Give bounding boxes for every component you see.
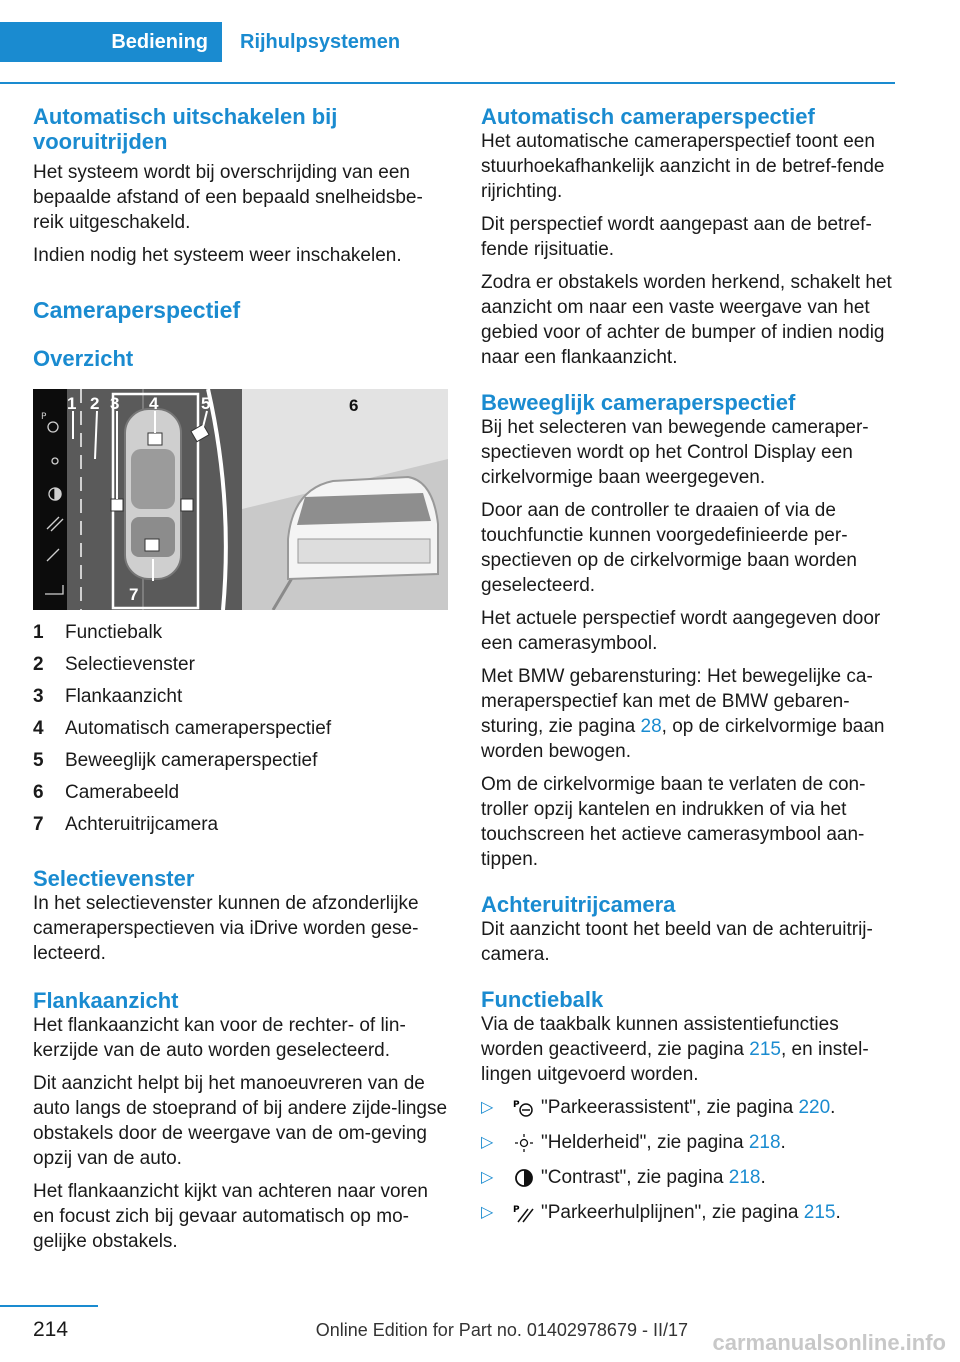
- list-item: ▷ P "Parkeerassistent", zie pagina 220 .: [481, 1097, 836, 1118]
- legend-item: 7 Achteruitrijcamera: [33, 814, 219, 835]
- page-link[interactable]: 215: [803, 1202, 836, 1223]
- bullet-arrow-icon: ▷: [481, 1169, 494, 1186]
- paragraph: Het systeem wordt bij overschrijding van een bepaalde afstand of een bepaald snelheidsbe-reik uitgeschakeld.: [33, 162, 423, 233]
- footer-divider: [0, 1305, 98, 1307]
- list-item: ▷ "Helderheid", zie pagina 218 .: [481, 1132, 786, 1153]
- paragraph: Indien nodig het systeem weer inschakelen.: [33, 245, 402, 266]
- heading-automatisch: Automatisch cameraperspectief: [481, 104, 815, 129]
- left-column: [33, 104, 448, 1262]
- brightness-icon: [507, 1133, 541, 1153]
- paragraph: Via de taakbalk kunnen assistentiefuncties worden geactiveerd, zie pagina 215, en instel-lingen uitgevoerd worden.: [481, 1014, 869, 1085]
- paragraph: Het automatische cameraperspectief toont een stuurhoekafhankelijk aanzicht in de betref-fende rijrichting.: [481, 131, 885, 202]
- figure-label: 1: [67, 394, 77, 413]
- page-link[interactable]: 28: [640, 716, 662, 737]
- svg-text:P: P: [513, 1204, 520, 1215]
- list-item: ▷ "Contrast", zie pagina 218 .: [481, 1167, 766, 1188]
- figure-label: 4: [149, 394, 159, 413]
- figure-label: 3: [110, 394, 120, 413]
- paragraph: Om de cirkelvormige baan te verlaten de con-troller opzij kantelen en indrukken of via het touchscreen het actieve camerasymbool aan-tippen.: [481, 774, 866, 870]
- paragraph: Bij het selecteren van bewegende cameraper-spectieven wordt op het Control Display een cirkelvormige baan weergegeven.: [481, 417, 869, 488]
- section-title-auto-off: Automatisch uitschakelen bij vooruitrijden: [33, 104, 338, 154]
- legend-item: 1 Functiebalk: [33, 622, 163, 643]
- figure-label: 6: [349, 396, 359, 415]
- parking-lines-icon: [507, 1203, 541, 1223]
- paragraph: Door aan de controller te draaien of via de touchfunctie kunnen voorgedefinieerde per-spectieven op de cirkelvormige baan worden geselecteerd.: [481, 500, 857, 596]
- svg-text:P: P: [513, 1099, 520, 1110]
- page-number: 214: [33, 1318, 69, 1341]
- parking-assistant-icon: [507, 1098, 541, 1118]
- paragraph: Dit perspectief wordt aangepast aan de betref-fende rijsituatie.: [481, 214, 872, 260]
- page-link[interactable]: 215: [749, 1039, 781, 1060]
- legend-item: 2 Selectievenster: [33, 654, 195, 675]
- figure-label: 7: [129, 585, 139, 604]
- heading-beweeglijk: Beweeglijk cameraperspectief: [481, 390, 796, 415]
- paragraph: Dit aanzicht helpt bij het manoeuvreren van de auto langs de stoeprand of bij andere zijde-lingse obstakels door de weergave van de om-geving opzij van de auto.: [33, 1073, 448, 1169]
- legend-item: 4 Automatisch cameraperspectief: [33, 718, 332, 739]
- paragraph: Het actuele perspectief wordt aangegeven door een camerasymbool.: [481, 608, 881, 654]
- paragraph: In het selectievenster kunnen de afzonderlijke cameraperspectieven via iDrive worden gese-lecteerd.: [33, 893, 419, 964]
- watermark: carmanualsonline.info: [712, 1330, 946, 1355]
- right-column: [481, 104, 896, 1235]
- figure-label: 5: [201, 394, 211, 413]
- svg-text:P: P: [41, 412, 47, 422]
- camera-display-illustration: [33, 389, 448, 610]
- paragraph: Met BMW gebarensturing: Het bewegelijke ca-meraperspectief kan met de BMW gebaren-sturing, zie pagina 28, op de cirkelvormige baan worden bewogen.: [481, 666, 885, 762]
- bullet-arrow-icon: ▷: [481, 1134, 494, 1151]
- heading-cameraperspectief: Cameraperspectief: [33, 297, 241, 323]
- bullet-arrow-icon: ▷: [481, 1204, 494, 1221]
- heading-overzicht: Overzicht: [33, 346, 134, 371]
- legend-item: 5 Beweeglijk cameraperspectief: [33, 750, 318, 771]
- tab-bar: [0, 22, 895, 62]
- list-item: ▷ P "Parkeerhulplijnen", zie pagina 215 .: [481, 1202, 841, 1223]
- edition-text: Online Edition for Part no. 01402978679 - II/17: [315, 1320, 688, 1340]
- paragraph: Het flankaanzicht kan voor de rechter- of lin-kerzijde van de auto worden geselecteerd.: [33, 1015, 406, 1061]
- heading-flankaanzicht: Flankaanzicht: [33, 988, 179, 1013]
- heading-selectievenster: Selectievenster: [33, 866, 195, 891]
- paragraph: Het flankaanzicht kijkt van achteren naar voren en focust zich bij gevaar automatisch op mo-gelijke obstakels.: [33, 1181, 428, 1252]
- camera-overview-figure: [33, 389, 448, 610]
- paragraph: Zodra er obstakels worden herkend, schakelt het aanzicht om naar een vaste weergave van het gebied voor of achter de bumper of indien nodig naar een flankaanzicht.: [481, 272, 892, 368]
- contrast-icon: [507, 1168, 541, 1188]
- page-link[interactable]: 218: [728, 1167, 761, 1188]
- bullet-arrow-icon: ▷: [481, 1099, 494, 1116]
- heading-functiebalk: Functiebalk: [481, 987, 604, 1012]
- figure-legend: [33, 620, 448, 844]
- tab-rijhulpsystemen[interactable]: Rijhulpsystemen: [240, 31, 401, 53]
- heading-achteruitrijcamera: Achteruitrijcamera: [481, 892, 676, 917]
- legend-item: 3 Flankaanzicht: [33, 686, 183, 707]
- figure-label: 2: [90, 394, 100, 413]
- paragraph: Dit aanzicht toont het beeld van de achteruitrij-camera.: [481, 919, 873, 965]
- page-link[interactable]: 218: [748, 1132, 781, 1153]
- function-bar-graphic: [33, 389, 67, 610]
- legend-item: 6 Camerabeeld: [33, 782, 180, 803]
- page-link[interactable]: 220: [798, 1097, 831, 1118]
- tab-bediening[interactable]: Bediening: [0, 22, 222, 62]
- header-divider: [0, 82, 895, 84]
